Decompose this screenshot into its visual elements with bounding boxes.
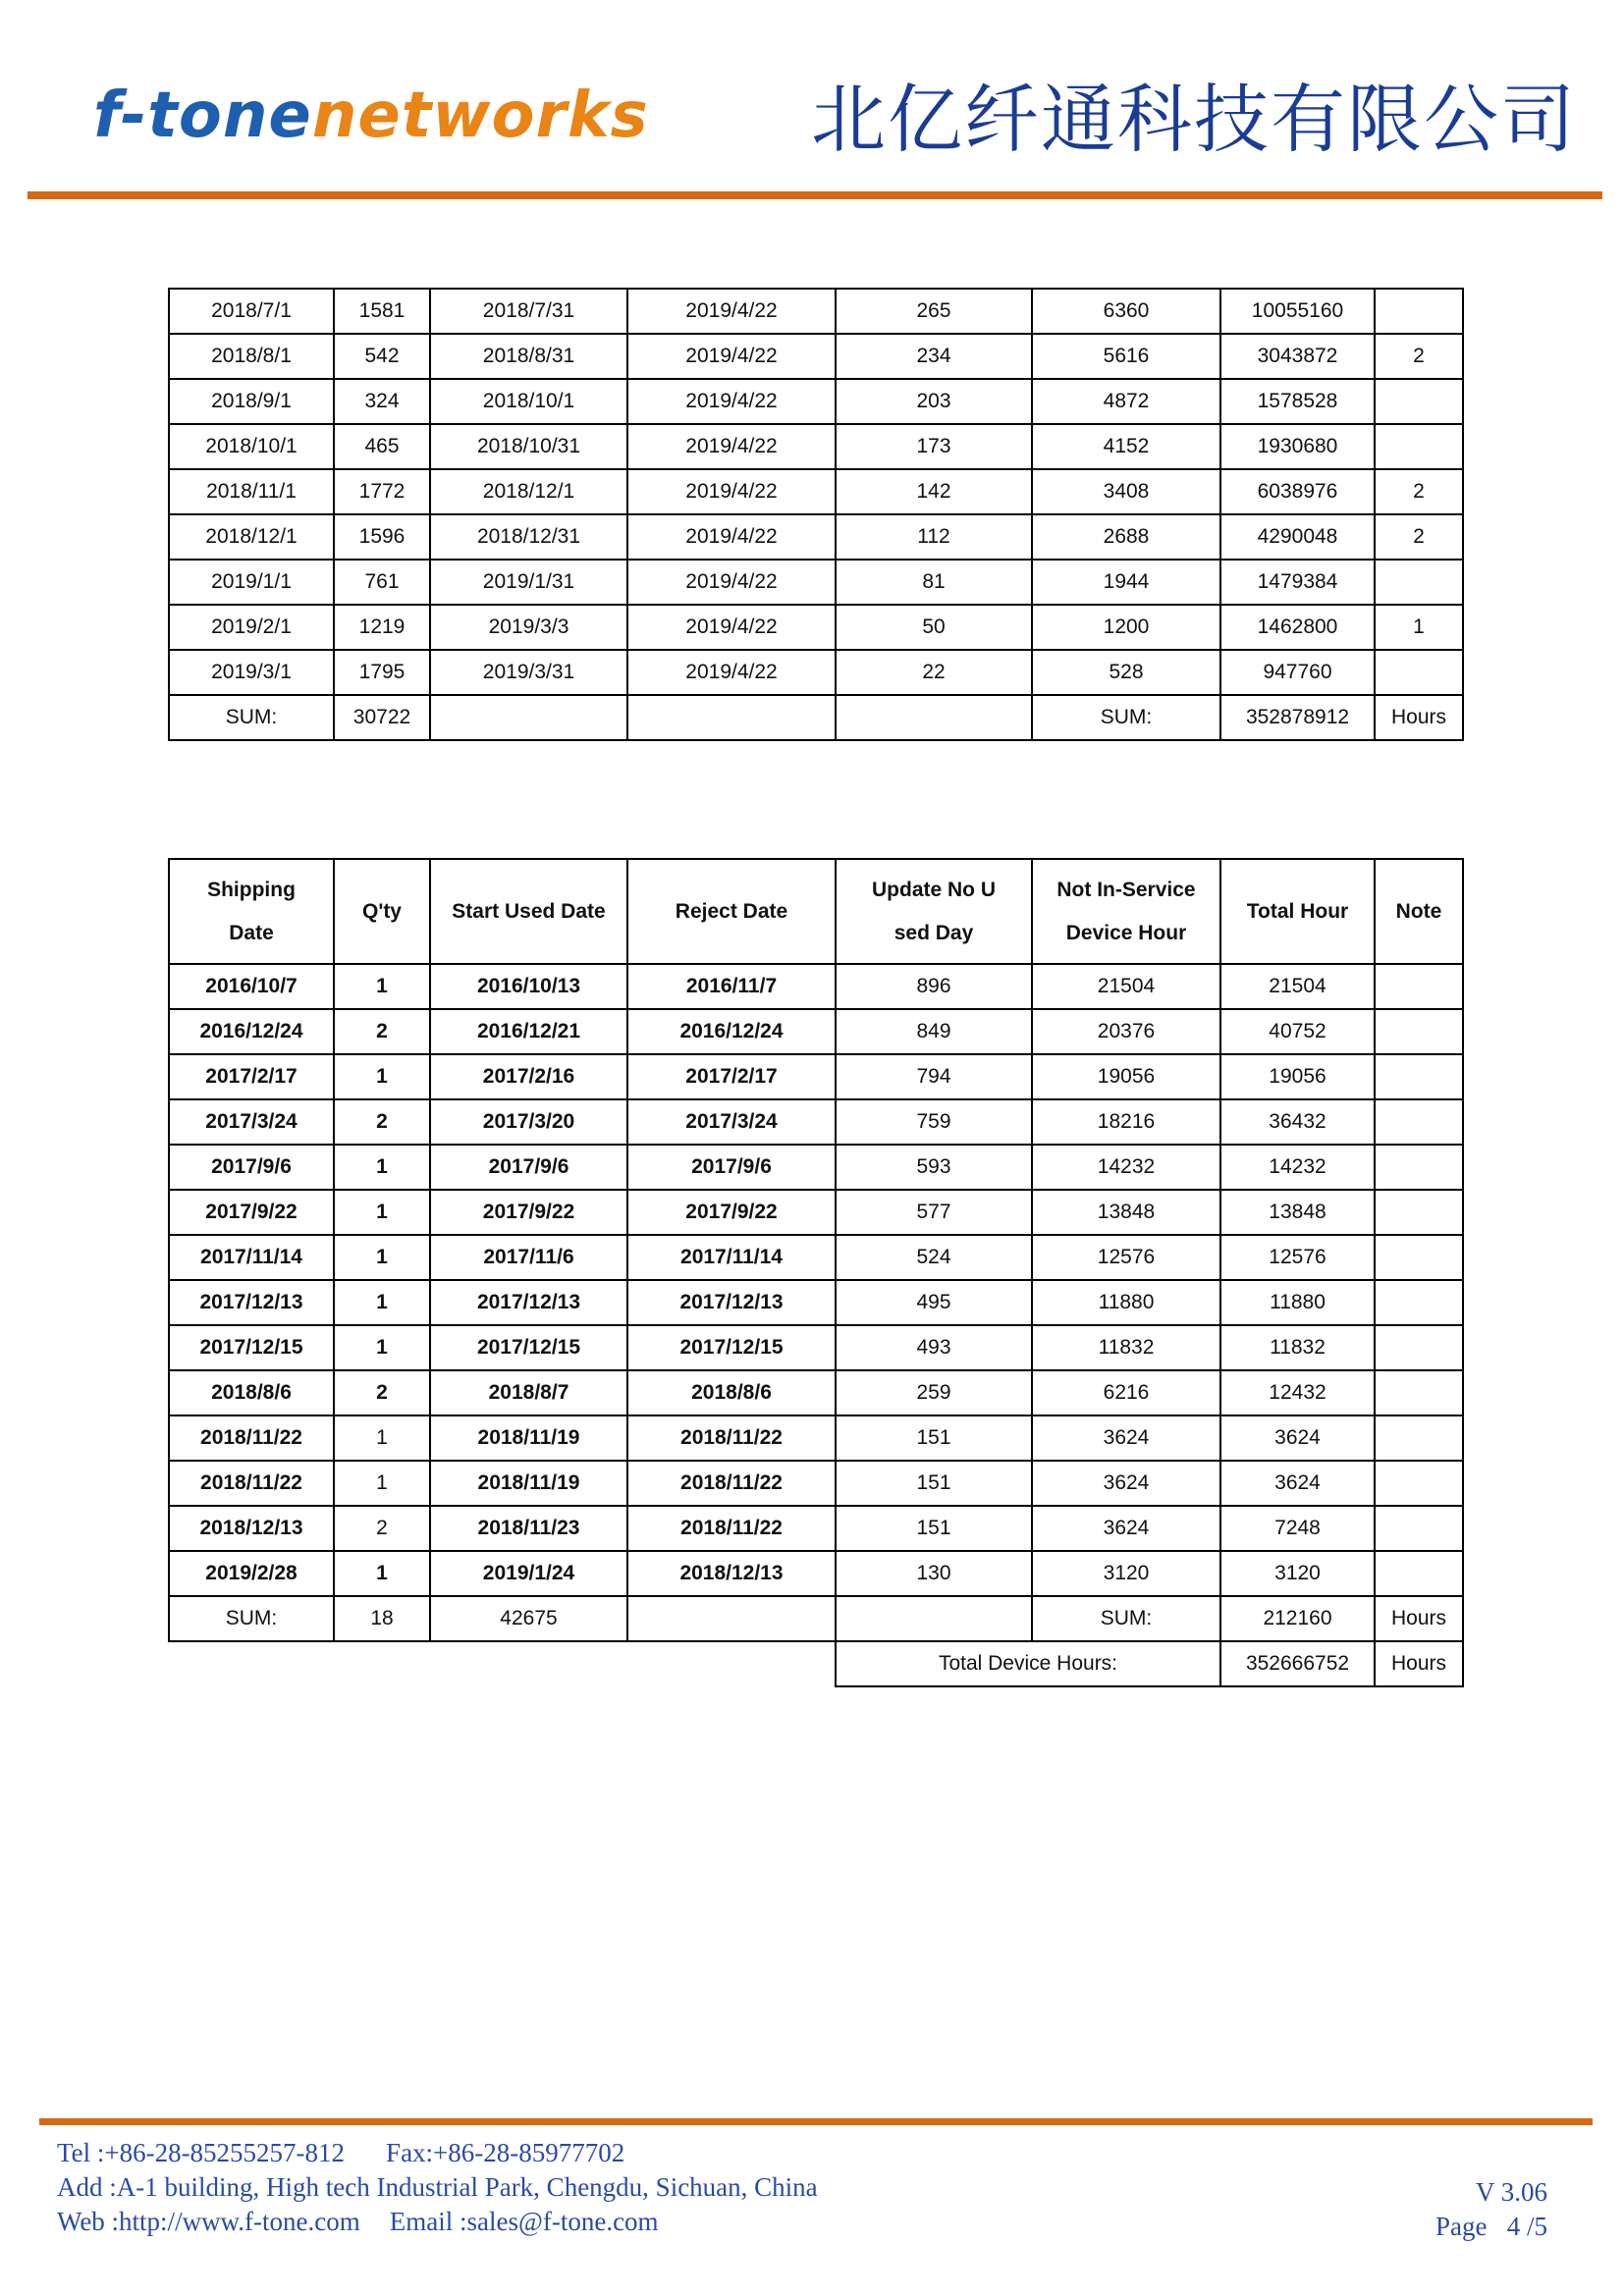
table-cell: 2019/1/1 [169, 560, 334, 605]
table-cell: 2019/4/22 [627, 424, 836, 469]
table-cell: 2019/4/22 [627, 334, 836, 379]
table-cell: 2018/11/22 [627, 1461, 836, 1506]
table-cell: 1 [334, 1461, 430, 1506]
table-cell [1375, 1280, 1463, 1325]
table-cell: 2019/3/31 [430, 650, 627, 695]
total-device-hours-label: Total Device Hours: [836, 1641, 1220, 1686]
company-logo [93, 80, 649, 152]
table-cell: 2016/12/24 [169, 1009, 334, 1054]
table-cell: 2 [334, 1099, 430, 1145]
table-cell: 7248 [1220, 1506, 1375, 1551]
table-cell: 151 [836, 1415, 1032, 1461]
footer-email: Email :sales@f-tone.com [389, 2207, 659, 2236]
table-cell: 10055160 [1220, 289, 1375, 334]
company-name: 北亿纤通科技有限公司 [811, 76, 1577, 163]
sum-cell: 212160 [1220, 1596, 1375, 1641]
table-cell: 1772 [334, 469, 430, 514]
page-total: /5 [1526, 2212, 1547, 2241]
table-cell: 12576 [1032, 1235, 1220, 1280]
table-cell: 2017/11/14 [627, 1235, 836, 1280]
table-cell: 2018/11/19 [430, 1415, 627, 1461]
table-cell: 1596 [334, 514, 430, 560]
table-cell: 2018/11/23 [430, 1506, 627, 1551]
table-cell: 2017/2/16 [430, 1054, 627, 1099]
table-cell: 2017/9/6 [430, 1145, 627, 1190]
table-cell: 2018/10/31 [430, 424, 627, 469]
table-cell: 1 [334, 1551, 430, 1596]
column-header [169, 859, 334, 964]
table-cell: 2017/11/6 [430, 1235, 627, 1280]
table-cell [1375, 1054, 1463, 1099]
column-header-line: sed Day [893, 921, 974, 944]
column-header [836, 859, 1032, 964]
logo-text-networks: networks [311, 80, 649, 152]
table-cell: 1581 [334, 289, 430, 334]
table-cell: 6038976 [1220, 469, 1375, 514]
sum-row [169, 1596, 1463, 1641]
table-cell: 2019/4/22 [627, 379, 836, 424]
table-cell: 2018/9/1 [169, 379, 334, 424]
footer-address: Add :A-1 building, High tech Industrial Park, Chengdu, Sichuan, China [57, 2172, 818, 2202]
table-cell: 2017/9/22 [169, 1190, 334, 1235]
column-header-line: Q'ty [361, 899, 402, 923]
table-cell: 234 [836, 334, 1032, 379]
footer-line-web [57, 2205, 818, 2239]
footer-contact [57, 2136, 818, 2239]
table-cell: 2017/12/15 [169, 1325, 334, 1370]
empty-space [169, 1641, 836, 1686]
sum-cell: Hours [1375, 1596, 1463, 1641]
table-cell: 142 [836, 469, 1032, 514]
sum-cell [430, 695, 627, 740]
table-cell: 3624 [1220, 1461, 1375, 1506]
table-cell: 14232 [1032, 1145, 1220, 1190]
table-cell: 21504 [1220, 964, 1375, 1009]
table-cell: 12576 [1220, 1235, 1375, 1280]
sum-cell: SUM: [169, 695, 334, 740]
table-cell: 2019/4/22 [627, 469, 836, 514]
table-cell: 2018/11/22 [169, 1461, 334, 1506]
table-cell: 2018/8/7 [430, 1370, 627, 1415]
table-cell: 465 [334, 424, 430, 469]
table-cell [1375, 560, 1463, 605]
table-cell [1375, 1145, 1463, 1190]
table-cell [1375, 289, 1463, 334]
footer-line-phone [57, 2136, 818, 2170]
table-cell: 528 [1032, 650, 1220, 695]
sum-cell: Hours [1375, 695, 1463, 740]
table-cell: 2018/11/22 [169, 1415, 334, 1461]
table-cell: 2018/11/19 [430, 1461, 627, 1506]
table-cell: 19056 [1032, 1054, 1220, 1099]
table-cell [1375, 964, 1463, 1009]
table-cell: 2019/4/22 [627, 560, 836, 605]
table-cell: 13848 [1032, 1190, 1220, 1235]
table-row [169, 1370, 1463, 1415]
table-cell: 2019/4/22 [627, 650, 836, 695]
table-cell: 2017/12/15 [430, 1325, 627, 1370]
table-cell [1375, 1506, 1463, 1551]
table-cell: 50 [836, 605, 1032, 650]
footer-web: Web :http://www.f-tone.com [57, 2207, 360, 2236]
table-cell: 1219 [334, 605, 430, 650]
table-cell: 11880 [1032, 1280, 1220, 1325]
shipping-table-continued [168, 288, 1464, 741]
table-cell: 3624 [1032, 1415, 1220, 1461]
sum-cell: SUM: [1032, 695, 1220, 740]
table-cell: 151 [836, 1506, 1032, 1551]
table-cell: 2016/12/21 [430, 1009, 627, 1054]
table-cell: 2018/8/31 [430, 334, 627, 379]
sum-cell [627, 1596, 836, 1641]
table-cell [1375, 1190, 1463, 1235]
table-row [169, 1145, 1463, 1190]
table-cell: 21504 [1032, 964, 1220, 1009]
table-cell [1375, 424, 1463, 469]
table-row [169, 424, 1463, 469]
table-cell: 759 [836, 1099, 1032, 1145]
table-cell: 2018/7/31 [430, 289, 627, 334]
table-cell: 2 [1375, 334, 1463, 379]
column-header-line: Shipping [207, 878, 296, 901]
table-row [169, 1325, 1463, 1370]
table-cell: 2016/10/7 [169, 964, 334, 1009]
column-header-line: Date [229, 921, 274, 944]
table-row [169, 1009, 1463, 1054]
page-label: Page [1435, 2212, 1488, 2241]
table-cell: 3120 [1220, 1551, 1375, 1596]
table-cell: 14232 [1220, 1145, 1375, 1190]
table-cell: 130 [836, 1551, 1032, 1596]
table-cell: 3408 [1032, 469, 1220, 514]
table-cell: 794 [836, 1054, 1032, 1099]
table-cell: 1479384 [1220, 560, 1375, 605]
table-cell: 1795 [334, 650, 430, 695]
table-cell: 849 [836, 1009, 1032, 1054]
table-header-row [169, 859, 1463, 964]
table-cell [1375, 1415, 1463, 1461]
header-divider [27, 191, 1602, 199]
table-cell: 493 [836, 1325, 1032, 1370]
table-cell: 2019/2/28 [169, 1551, 334, 1596]
footer-page-info [1435, 2175, 1547, 2244]
table-cell: 2019/1/24 [430, 1551, 627, 1596]
table-cell: 3120 [1032, 1551, 1220, 1596]
table-cell [1375, 1009, 1463, 1054]
column-header-line: Note [1395, 899, 1442, 923]
table-cell: 2018/10/1 [169, 424, 334, 469]
table-cell: 112 [836, 514, 1032, 560]
column-header-line: Not In-Service [1056, 878, 1196, 901]
table-cell: 2016/11/7 [627, 964, 836, 1009]
table-row [169, 1415, 1463, 1461]
table-cell: 2019/4/22 [627, 289, 836, 334]
column-header [430, 859, 627, 964]
column-header [1375, 859, 1463, 964]
table-cell: 22 [836, 650, 1032, 695]
table-row [169, 964, 1463, 1009]
shipping-table [168, 858, 1464, 1687]
table-cell: 2017/9/22 [627, 1190, 836, 1235]
table-cell: 2018/8/6 [627, 1370, 836, 1415]
table-cell: 173 [836, 424, 1032, 469]
table-cell: 18216 [1032, 1099, 1220, 1145]
table-cell [1375, 1099, 1463, 1145]
table-cell: 2 [1375, 469, 1463, 514]
table-cell: 1 [1375, 605, 1463, 650]
sum-cell: SUM: [169, 1596, 334, 1641]
table-cell: 593 [836, 1145, 1032, 1190]
table-cell: 2018/12/13 [169, 1506, 334, 1551]
total-device-hours-row [169, 1641, 1463, 1686]
table-cell: 2019/1/31 [430, 560, 627, 605]
table-cell: 2017/9/6 [627, 1145, 836, 1190]
table-row [169, 1461, 1463, 1506]
table-cell: 761 [334, 560, 430, 605]
page-number: 4 [1506, 2212, 1521, 2241]
sum-cell: SUM: [1032, 1596, 1220, 1641]
table-cell: 2018/12/31 [430, 514, 627, 560]
table-cell: 2019/2/1 [169, 605, 334, 650]
table-cell: 324 [334, 379, 430, 424]
table-cell: 2019/3/1 [169, 650, 334, 695]
table-cell: 2018/8/6 [169, 1370, 334, 1415]
table-cell: 36432 [1220, 1099, 1375, 1145]
version-label: V 3.06 [1475, 2177, 1547, 2207]
table-cell: 4152 [1032, 424, 1220, 469]
table-cell [1375, 650, 1463, 695]
table-cell: 1 [334, 1145, 430, 1190]
table-cell: 2017/2/17 [627, 1054, 836, 1099]
table-cell: 2018/10/1 [430, 379, 627, 424]
column-header-line: Device Hour [1065, 921, 1187, 944]
table-cell: 896 [836, 964, 1032, 1009]
table-row [169, 1551, 1463, 1596]
table-cell: 40752 [1220, 1009, 1375, 1054]
table-cell: 2 [334, 1506, 430, 1551]
table-cell: 2 [334, 1370, 430, 1415]
table-cell: 2017/3/24 [627, 1099, 836, 1145]
table-cell: 2018/8/1 [169, 334, 334, 379]
table-cell: 2019/4/22 [627, 605, 836, 650]
table-cell: 11832 [1032, 1325, 1220, 1370]
sum-cell: 352878912 [1220, 695, 1375, 740]
table-cell: 2018/7/1 [169, 289, 334, 334]
table-cell: 2017/12/13 [169, 1280, 334, 1325]
table-cell [1375, 1325, 1463, 1370]
table-cell: 5616 [1032, 334, 1220, 379]
table-cell: 1 [334, 1235, 430, 1280]
table-cell: 1 [334, 1054, 430, 1099]
table-row [169, 605, 1463, 650]
table-cell: 265 [836, 289, 1032, 334]
footer-fax: Fax:+86-28-85977702 [386, 2138, 625, 2167]
sum-cell [836, 695, 1032, 740]
table-cell: 2 [334, 1009, 430, 1054]
table-cell: 1 [334, 1325, 430, 1370]
table-cell: 1930680 [1220, 424, 1375, 469]
table-cell: 2016/12/24 [627, 1009, 836, 1054]
table-cell: 2019/4/22 [627, 514, 836, 560]
sum-cell [836, 1596, 1032, 1641]
table-cell: 2018/12/1 [169, 514, 334, 560]
column-header [334, 859, 430, 964]
table-row [169, 560, 1463, 605]
table-cell: 2017/9/22 [430, 1190, 627, 1235]
table-cell: 1200 [1032, 605, 1220, 650]
table-cell: 1 [334, 1280, 430, 1325]
table-row [169, 469, 1463, 514]
table-cell: 3624 [1220, 1415, 1375, 1461]
table-cell: 81 [836, 560, 1032, 605]
table-cell [1375, 1461, 1463, 1506]
table-cell: 4872 [1032, 379, 1220, 424]
column-header-line: Start Used Date [452, 899, 606, 923]
sum-row [169, 695, 1463, 740]
table-cell: 2688 [1032, 514, 1220, 560]
table-cell: 2017/12/15 [627, 1325, 836, 1370]
footer-tel: Tel :+86-28-85255257-812 [57, 2138, 346, 2167]
table-cell: 2017/2/17 [169, 1054, 334, 1099]
table-cell: 3043872 [1220, 334, 1375, 379]
table-cell: 2016/10/13 [430, 964, 627, 1009]
table-row [169, 334, 1463, 379]
table-cell: 2017/3/20 [430, 1099, 627, 1145]
table-row [169, 379, 1463, 424]
column-header-line: Update No U [872, 878, 996, 901]
table-cell: 2017/12/13 [430, 1280, 627, 1325]
table-cell: 947760 [1220, 650, 1375, 695]
table-cell: 203 [836, 379, 1032, 424]
table-cell: 2018/12/1 [430, 469, 627, 514]
table-cell [1375, 1370, 1463, 1415]
table-row [169, 289, 1463, 334]
column-header-line: Total Hour [1246, 899, 1349, 923]
table-cell: 20376 [1032, 1009, 1220, 1054]
table-cell: 2018/11/22 [627, 1506, 836, 1551]
table-cell: 1 [334, 1190, 430, 1235]
page-number-line [1435, 2210, 1547, 2244]
table-cell: 1944 [1032, 560, 1220, 605]
table-row [169, 1280, 1463, 1325]
column-header [627, 859, 836, 964]
table-cell: 1 [334, 1415, 430, 1461]
table-cell: 3624 [1032, 1506, 1220, 1551]
table-cell [1375, 1551, 1463, 1596]
table-cell: 2018/12/13 [627, 1551, 836, 1596]
table-cell: 19056 [1220, 1054, 1375, 1099]
table-cell: 4290048 [1220, 514, 1375, 560]
table-cell: 3624 [1032, 1461, 1220, 1506]
table-cell: 2017/3/24 [169, 1099, 334, 1145]
table-cell: 2017/12/13 [627, 1280, 836, 1325]
table-cell: 6360 [1032, 289, 1220, 334]
column-header [1032, 859, 1220, 964]
table-cell: 151 [836, 1461, 1032, 1506]
table-cell: 2 [1375, 514, 1463, 560]
table-row [169, 1099, 1463, 1145]
table-cell: 2017/9/6 [169, 1145, 334, 1190]
table-cell: 11832 [1220, 1325, 1375, 1370]
table-cell: 495 [836, 1280, 1032, 1325]
table-cell: 577 [836, 1190, 1032, 1235]
table-cell [1375, 1235, 1463, 1280]
column-header [1220, 859, 1375, 964]
table-cell: 524 [836, 1235, 1032, 1280]
table-row [169, 1054, 1463, 1099]
table-cell: 13848 [1220, 1190, 1375, 1235]
total-device-hours-value: 352666752 [1220, 1641, 1375, 1686]
table-cell: 2018/11/1 [169, 469, 334, 514]
table-cell: 12432 [1220, 1370, 1375, 1415]
table-cell: 1 [334, 964, 430, 1009]
sum-cell [627, 695, 836, 740]
table-cell: 542 [334, 334, 430, 379]
table-cell: 2019/3/3 [430, 605, 627, 650]
logo-text-ftone: f-tone [93, 80, 312, 152]
column-header-line: Reject Date [675, 899, 788, 923]
table-cell: 11880 [1220, 1280, 1375, 1325]
table-row [169, 1235, 1463, 1280]
sum-cell: 30722 [334, 695, 430, 740]
sum-cell: 18 [334, 1596, 430, 1641]
table-cell: 6216 [1032, 1370, 1220, 1415]
sum-cell: 42675 [430, 1596, 627, 1641]
table-cell [1375, 379, 1463, 424]
footer-divider [39, 2118, 1593, 2125]
table-row [169, 514, 1463, 560]
table-row [169, 650, 1463, 695]
table-cell: 1578528 [1220, 379, 1375, 424]
total-device-hours-unit: Hours [1375, 1641, 1463, 1686]
table-row [169, 1190, 1463, 1235]
table-cell: 259 [836, 1370, 1032, 1415]
table-cell: 1462800 [1220, 605, 1375, 650]
table-cell: 2017/11/14 [169, 1235, 334, 1280]
table-row [169, 1506, 1463, 1551]
table-cell: 2018/11/22 [627, 1415, 836, 1461]
